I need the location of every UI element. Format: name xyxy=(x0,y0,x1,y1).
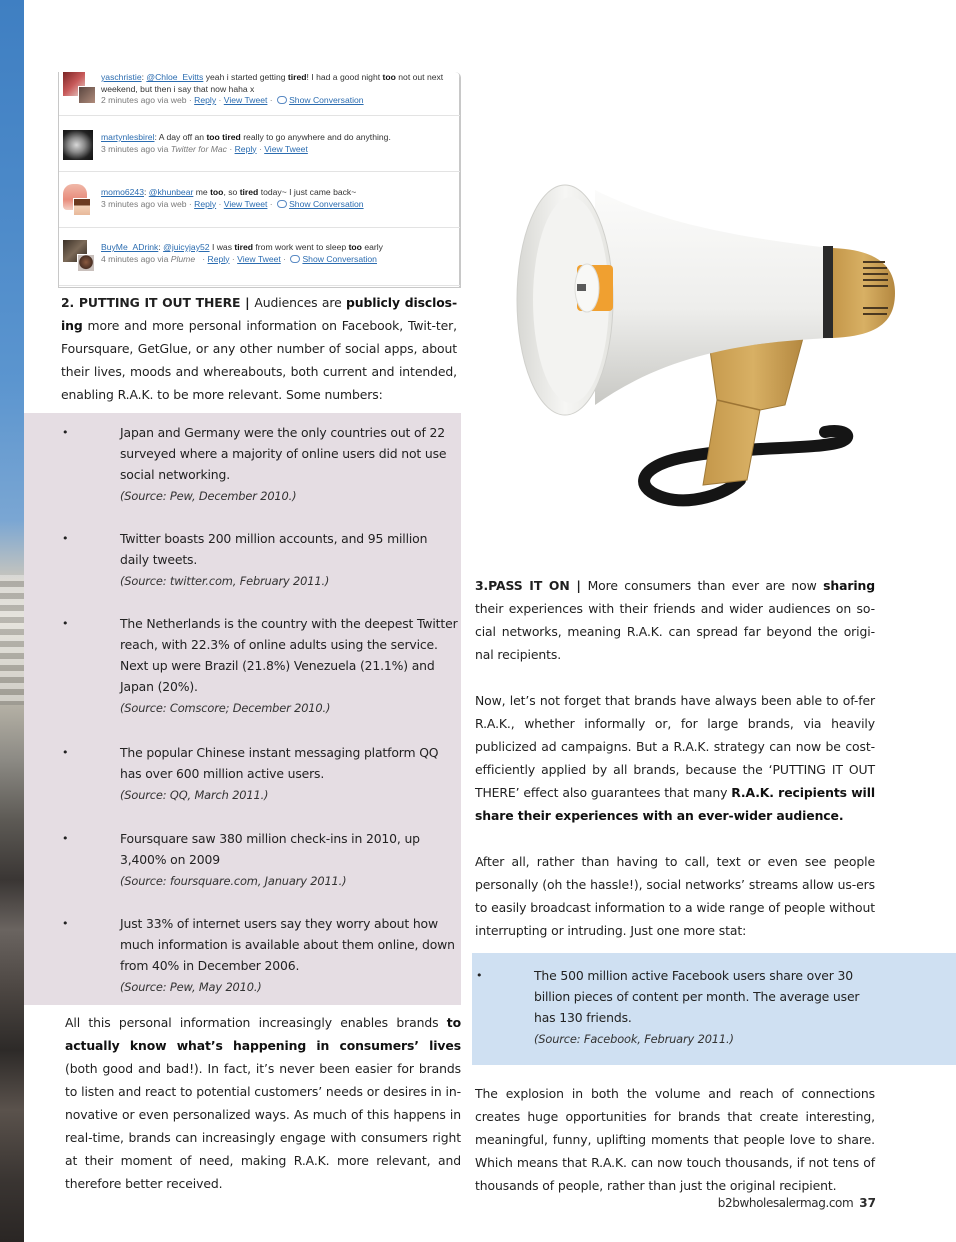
stat-item xyxy=(62,422,450,507)
view-tweet-link[interactable]: View Tweet xyxy=(237,253,281,264)
stat-item xyxy=(62,528,450,592)
heading-separator: | xyxy=(569,578,588,593)
conversation-icon xyxy=(290,255,300,263)
view-tweet-link[interactable]: View Tweet xyxy=(264,143,308,154)
tweet-username[interactable]: yaschristie xyxy=(101,72,142,82)
stat-source: (Source: foursquare.com, January 2011.) xyxy=(120,874,347,888)
tweet-text: , so xyxy=(223,187,240,197)
stat-source: (Source: Facebook, February 2011.) xyxy=(534,1032,734,1046)
show-conversation-link[interactable]: Show Conversation xyxy=(289,95,364,105)
avatar xyxy=(73,198,91,216)
body-paragraph xyxy=(475,1082,875,1197)
body-text: After all, rather than having to call, text or even see people personally (oh the hassle!), social networks’ streams allow us-ers to easily broadcast information to a wide range of people without interrupting or intruding. Just one more stat: xyxy=(475,854,875,938)
cover-photo-strip xyxy=(0,0,24,1242)
view-tweet-link[interactable]: View Tweet xyxy=(223,95,268,105)
body-text: The explosion in both the volume and reach of connections creates huge opportunities for brands that create interesting, meaningful, funny, uplifting moments that people love to share. Which means that R.A.K. can now touch thousands, if not tens of thousands of people, rather than just the original recipient. xyxy=(475,1086,875,1193)
bullet: • xyxy=(62,832,69,845)
tweet-text: today~ I just came back~ xyxy=(258,187,357,197)
tweet-time: 2 minutes ago via xyxy=(101,95,171,105)
body-text: All this personal information increasingly enables brands xyxy=(65,1015,447,1030)
body-text: Now, let’s not forget that brands have always been able to of-fer R.A.K., whether informally or, for large brands, via heavily publicized ad campaigns. But a R.A.K. strategy can now be cost-efficiently applied by all brands, because the ‘PUTTING IT OUT THERE’ effect also guarantees that many xyxy=(475,693,875,800)
tweet-highlight: too xyxy=(382,72,396,82)
stat-text: The 500 million active Facebook users share over 30 billion pieces of content per month. The average user has 130 friends. xyxy=(534,968,860,1025)
tweet-username[interactable]: BuyMe_ADrink xyxy=(101,242,159,252)
body-text: more and more personal information on Facebook, Twit-ter, Foursquare, GetGlue, or any other number of social apps, about their lives, moods and whereabouts, both current and intended, enabling R.A.K. to be more relevant. Some numbers: xyxy=(61,318,457,402)
stat-source: (Source: Pew, December 2010.) xyxy=(120,489,297,503)
stat-text: Twitter boasts 200 million accounts, and 95 million daily tweets. xyxy=(120,531,428,567)
page-footer xyxy=(718,1196,876,1210)
section-2-intro xyxy=(61,291,457,406)
section-3-intro xyxy=(475,574,875,666)
tweet-text: from work went to sleep xyxy=(253,242,349,252)
stat-text: Japan and Germany were the only countries out of 22 surveyed where a majority of online users did not use social networking. xyxy=(120,425,447,482)
website-url: b2bwholesalermag.com xyxy=(717,1196,854,1210)
conversation-icon xyxy=(277,96,287,104)
body-paragraph xyxy=(475,689,875,827)
reply-link[interactable]: Reply xyxy=(194,198,217,209)
reply-link[interactable]: Reply xyxy=(234,143,257,154)
view-tweet-link[interactable]: View Tweet xyxy=(223,198,268,209)
stat-item xyxy=(476,965,874,1050)
tweet-text: yeah i started getting xyxy=(203,72,288,82)
body-text: (both good and bad!). In fact, it’s never been easier for brands to listen and react to potential customers’ needs or desires in in-novative or even personalized ways. As much of this happens in real-time, brands can increasingly engage with consumers right at their moment of need, making R.A.K. more relevant, and therefore better received. xyxy=(65,1061,461,1191)
avatar xyxy=(63,130,93,160)
body-emphasis: to actually know what’s happening in consumers’ lives xyxy=(65,1015,461,1053)
megaphone-image xyxy=(485,150,905,530)
body-paragraph xyxy=(65,1011,461,1195)
section-heading: 3.PASS IT ON xyxy=(475,578,570,593)
tweet-time: 4 minutes ago via xyxy=(101,253,171,264)
show-conversation-link[interactable]: Show Conversation xyxy=(289,198,364,209)
tweet-item: martynlesbirel: A day off an too tired really to go anywhere and do anything. 3 minutes ago via Twitter for Mac · Reply · View Tweet xyxy=(59,116,460,172)
tweet-highlight: too xyxy=(348,242,362,252)
tweet-highlight: too xyxy=(210,187,224,197)
stat-text: The popular Chinese instant messaging platform QQ has over 600 million active users. xyxy=(120,745,439,781)
tweet-highlight: tired xyxy=(234,242,254,252)
tweet-text: me xyxy=(193,187,211,197)
stats-box xyxy=(24,413,461,1005)
tweet-item: momo6243: @khunbear me too, so tired today~ I just came back~ 3 minutes ago via web · Reply · View Tweet · Show Conversation xyxy=(59,172,460,228)
stat-text: The Netherlands is the country with the deepest Twitter reach, with 22.3% of online adults using the service. Next up were Brazil (21.8%) Venezuela (21.1%) and Japan (20%). xyxy=(120,616,458,694)
avatar xyxy=(78,86,96,104)
stat-source: (Source: Pew, May 2010.) xyxy=(120,980,262,994)
tweet-text: early xyxy=(361,242,383,252)
tweet-highlight: tired xyxy=(287,72,307,82)
tweet-mention[interactable]: @Chloe_Evitts xyxy=(146,72,204,82)
bullet: • xyxy=(476,969,483,982)
stat-source: (Source: Comscore; December 2010.) xyxy=(120,701,331,715)
tweet-source: Plume xyxy=(170,253,196,264)
body-paragraph xyxy=(475,850,875,942)
tweet-source: web xyxy=(170,95,187,105)
tweet-time: 3 minutes ago via xyxy=(101,198,171,209)
tweet-text: not out next weekend, but then i say that now haha x xyxy=(101,72,444,94)
body-emphasis: R.A.K. recipients will share their experiences with an ever-wider audience. xyxy=(475,785,875,823)
tweet-item: yaschristie: @Chloe_Evitts yeah i started getting tired! I had a good night too not out next weekend, but then i say that now haha x 2 minutes ago via web · Reply · View Tweet · Show Conversation xyxy=(59,72,460,116)
stat-source: (Source: QQ, March 2011.) xyxy=(120,788,269,802)
body-text: their experiences with their friends and wider audiences on so-cial networks, meaning R.A.K. can spread far beyond the origi-nal recipients. xyxy=(475,601,875,662)
show-conversation-link[interactable]: Show Conversation xyxy=(302,253,377,264)
tweet-highlight: tired xyxy=(239,187,259,197)
megaphone-body xyxy=(595,190,830,405)
tweet-time: 3 minutes ago via xyxy=(101,143,171,154)
tweet-username[interactable]: martynlesbirel xyxy=(101,132,155,142)
tweet-text: ! I had a good night xyxy=(306,72,383,82)
tweet-text: : A day off an xyxy=(154,132,207,142)
tweet-item: BuyMe_ADrink: @juicyjay52 I was tired from work went to sleep too early 4 minutes ago via Plume · Reply · View Tweet · Show Conversation xyxy=(59,228,460,286)
bullet: • xyxy=(62,532,69,545)
tweet-source: web xyxy=(170,198,187,209)
body-text: More consumers than ever are now xyxy=(587,578,824,593)
body-emphasis: publicly disclos-ing xyxy=(61,295,458,333)
reply-link[interactable]: Reply xyxy=(207,253,230,264)
tweet-text: really to go anywhere and do anything. xyxy=(240,132,391,142)
tweet-mention[interactable]: @khunbear xyxy=(148,187,194,197)
twitter-search-screenshot xyxy=(58,72,461,288)
stat-text: Just 33% of internet users say they worry about how much information is available about them online, down from 40% in December 2006. xyxy=(120,916,455,973)
bullet: • xyxy=(62,617,69,630)
body-emphasis: sharing xyxy=(823,578,875,593)
tweet-mention[interactable]: @juicyjay52 xyxy=(163,242,210,252)
stat-text: Foursquare saw 380 million check-ins in 2010, up 3,400% on 2009 xyxy=(120,831,420,867)
heading-separator: | xyxy=(240,295,255,310)
page-number: 37 xyxy=(859,1196,876,1210)
bullet: • xyxy=(62,746,69,759)
section-heading: 2. PUTTING IT OUT THERE xyxy=(61,295,241,310)
tweet-text: I was xyxy=(209,242,235,252)
handle xyxy=(703,338,803,485)
avatar xyxy=(77,254,95,272)
stat-item xyxy=(62,913,460,998)
bullet: • xyxy=(62,917,69,930)
body-text: Audiences are xyxy=(254,295,346,310)
stats-box xyxy=(472,953,956,1065)
tweet-username[interactable]: momo6243 xyxy=(101,187,144,197)
stat-item xyxy=(62,613,460,719)
conversation-icon xyxy=(277,200,287,208)
stat-item xyxy=(62,828,450,892)
stat-item xyxy=(62,742,450,806)
tweet-source: Twitter for Mac xyxy=(170,143,227,154)
stat-source: (Source: twitter.com, February 2011.) xyxy=(120,574,330,588)
tweet-highlight: too tired xyxy=(206,132,241,142)
reply-link[interactable]: Reply xyxy=(194,95,217,105)
bullet: • xyxy=(62,426,69,439)
